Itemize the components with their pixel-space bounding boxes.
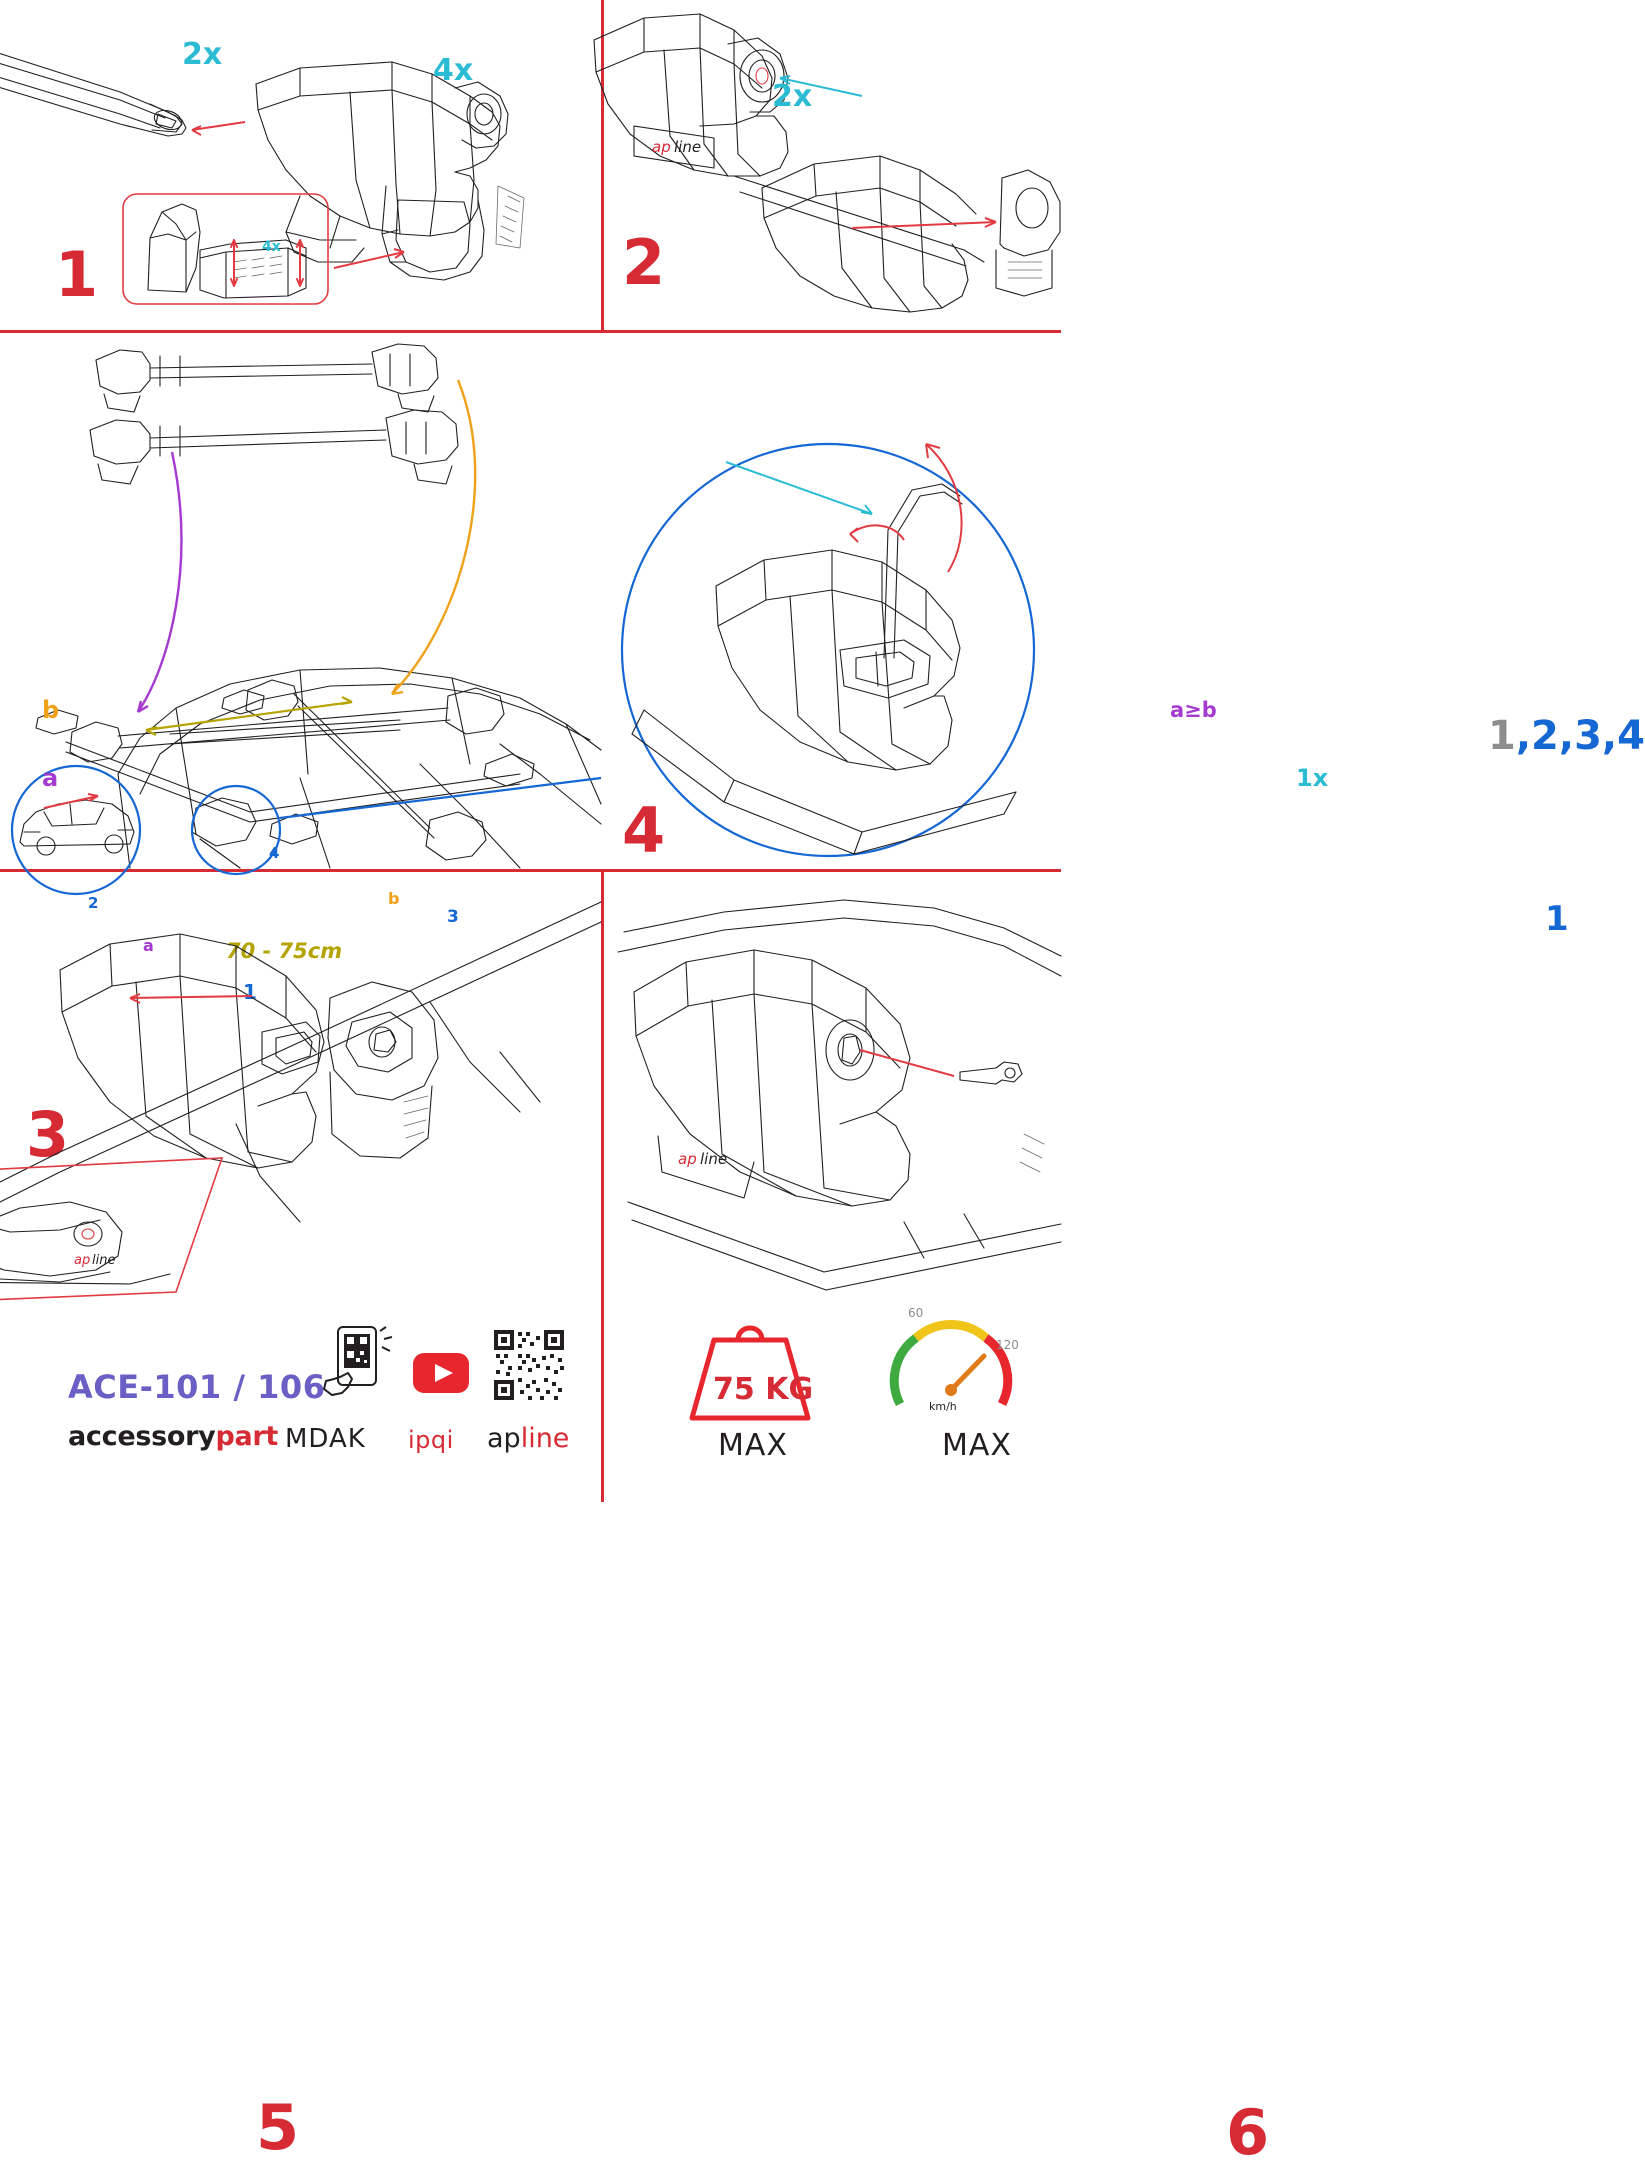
svg-text:line: line [700, 1150, 728, 1168]
step-number-1: 1 [55, 238, 98, 311]
step-number-5: 5 [256, 2091, 299, 2164]
step-3-order-1: 1 [243, 980, 257, 1004]
brand-part-text: part [215, 1421, 279, 1452]
product-code: ACE-101 / 106 [68, 1368, 326, 1406]
svg-text:ap: ap [678, 1150, 697, 1168]
gauge-max-tick: 120 [996, 1338, 1019, 1352]
svg-text:ap: ap [652, 138, 671, 156]
step-3-order-2: 2 [88, 894, 99, 912]
step-3-illustration [0, 334, 601, 869]
step-4-torque-order: 1 [1545, 899, 1569, 939]
gauge-unit: km/h [929, 1400, 957, 1413]
step-3-order-4: 4 [269, 844, 280, 862]
brand-accessory-text: accessory [68, 1421, 216, 1452]
step-number-6: 6 [1226, 2096, 1269, 2169]
section-divider-1 [0, 330, 1061, 333]
apline-line: line [520, 1423, 570, 1454]
step-3-label-b-car: b [388, 889, 400, 908]
step-1-qty-pad: 4x [262, 239, 281, 255]
qr-code-icon [492, 1328, 566, 1402]
step-1-qty-bar: 2x [182, 37, 223, 72]
step-3-label-a-car: a [143, 936, 154, 955]
svg-text:line: line [674, 138, 702, 156]
brand-logo [68, 1421, 278, 1452]
step-3-distance-label: 70 - 75cm [226, 939, 343, 963]
panel-step-2 [604, 0, 1061, 330]
step-4-qty-key: 1x [1296, 764, 1329, 792]
max-load-value: 75 KG [713, 1372, 814, 1407]
step-number-3: 3 [26, 1098, 69, 1171]
step-3-order-3: 3 [447, 907, 459, 927]
svg-text:line: line [92, 1253, 116, 1268]
step-5-illustration [0, 872, 601, 1332]
apline-ap: ap [487, 1423, 521, 1454]
sequence-rest: ,2,3,4 [1515, 713, 1645, 759]
phone-qr-icon [318, 1325, 408, 1407]
step-4-illustration [604, 334, 1061, 869]
step-4-condition: a≥b [1170, 698, 1217, 722]
step-3-label-a-top: a [42, 764, 59, 792]
panel-step-4 [604, 334, 1645, 939]
step-2-qty-lock: 2x [772, 79, 813, 114]
panel-step-1 [0, 0, 601, 330]
step-3-label-b-top: b [42, 696, 60, 724]
panel-step-3 [0, 334, 601, 1171]
svg-text:ap: ap [74, 1253, 91, 1268]
max-speed-caption: MAX [942, 1428, 1012, 1463]
step-number-4: 4 [622, 794, 665, 867]
partner-mdak: MDAK [285, 1424, 366, 1454]
partner-ipqi: ipqi [408, 1426, 454, 1454]
youtube-icon[interactable] [412, 1352, 470, 1394]
partner-apline [487, 1423, 569, 1454]
gauge-min-tick: 60 [908, 1306, 924, 1320]
step-6-illustration [604, 872, 1061, 1332]
step-1-qty-foot: 4x [433, 53, 474, 88]
max-load-caption: MAX [718, 1428, 788, 1463]
sequence-first: 1 [1488, 713, 1516, 759]
step-4-sequence [1488, 713, 1645, 759]
step-number-2: 2 [622, 226, 665, 299]
step-2-illustration [604, 0, 1061, 330]
